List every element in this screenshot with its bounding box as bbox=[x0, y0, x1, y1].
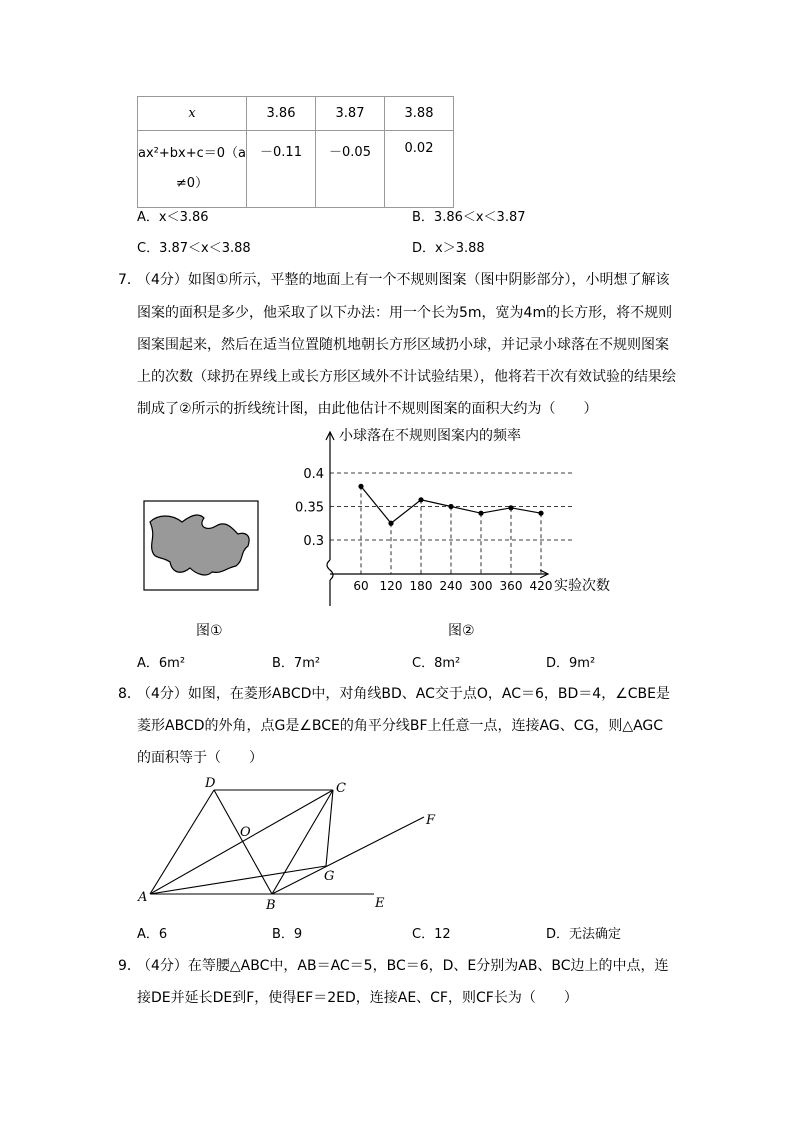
y-tick-label: 0.3 bbox=[303, 534, 324, 549]
x-tick-label: 360 bbox=[499, 579, 523, 593]
point-label-O: O bbox=[240, 825, 251, 840]
point-label-D: D bbox=[205, 776, 216, 791]
q6-option-a[interactable]: A．x＜3.86 bbox=[137, 210, 209, 225]
y-tick-label: 0.35 bbox=[295, 500, 324, 516]
q8-text-line: 菱形ABCD的外角，点G是∠BCE的角平分线BF上任意一点，连接AG、CG，则△AGC bbox=[137, 718, 664, 734]
q8-text-line: 的面积等于（ ） bbox=[137, 750, 263, 766]
table-header: 3.86 bbox=[247, 97, 316, 131]
q6-option-c[interactable]: C．3.87＜x＜3.88 bbox=[137, 241, 251, 256]
x-tick-label: 420 bbox=[529, 579, 553, 593]
table-cell: 0.02 bbox=[385, 131, 454, 208]
segment-AD bbox=[150, 790, 214, 894]
q7-option-b[interactable]: B．7m² bbox=[272, 656, 321, 671]
x-tick-label: 240 bbox=[439, 579, 463, 593]
point-label-F: F bbox=[426, 813, 436, 828]
q7-text-line: 图案围起来，然后在适当位置随机地朝长方形区域扔小球，并记录小球落在不规则图案 bbox=[137, 337, 669, 353]
diagonal-BD bbox=[214, 790, 272, 894]
q7-text-line: 上的次数（球扔在界线上或长方形区域外不计试验结果），他将若干次有效试验的结果绘 bbox=[137, 369, 676, 385]
q7-option-a[interactable]: A．6m² bbox=[137, 656, 186, 671]
point-label-G: G bbox=[324, 869, 335, 884]
q7-text-line: （4分）如图①所示，平整的地面上有一个不规则图案（图中阴影部分），小明想了解该 bbox=[137, 272, 670, 288]
q7-option-d[interactable]: D．9m² bbox=[546, 656, 596, 671]
q8-option-d[interactable]: D．无法确定 bbox=[546, 927, 622, 942]
q9-text-line: 接DE并延长DE到F，使得EF＝2ED，连接AE、CF，则CF长为（ ） bbox=[137, 990, 578, 1006]
fig1-caption: 图① bbox=[196, 623, 223, 639]
diagonal-AC bbox=[150, 790, 333, 894]
q8-option-b[interactable]: B．9 bbox=[272, 927, 303, 942]
point-label-C: C bbox=[336, 781, 346, 796]
q7-text-line: 图案的面积是多少，他采取了以下办法：用一个长为5m，宽为4m的长方形，将不规则 bbox=[137, 305, 673, 321]
x-tick-label: 60 bbox=[353, 579, 369, 593]
fig2-caption: 图② bbox=[448, 623, 475, 639]
q9-text-line: （4分）在等腰△ABC中，AB＝AC＝5，BC＝6，D、E分别为AB、BC边上的中点，连 bbox=[137, 958, 669, 974]
segment-CG bbox=[326, 790, 333, 866]
x-tick-label: 180 bbox=[409, 579, 433, 593]
point-label-B: B bbox=[266, 898, 276, 913]
point-label-A: A bbox=[138, 890, 148, 905]
table-header: 3.87 bbox=[316, 97, 385, 131]
chart-title: 小球落在不规则图案内的频率 bbox=[339, 428, 521, 444]
x-tick-label: 120 bbox=[379, 579, 403, 593]
row-label-line1: ax²+bx+c＝0（a bbox=[138, 146, 246, 161]
table-cell: －0.11 bbox=[247, 131, 316, 208]
row-label-line2: ≠0） bbox=[175, 176, 209, 191]
point-label-E: E bbox=[375, 896, 385, 911]
y-tick-label: 0.4 bbox=[303, 467, 324, 482]
q7-text-line: 制成了②所示的折线统计图，由此他估计不规则图案的面积大约为（ ） bbox=[137, 401, 598, 417]
q8-option-c[interactable]: C．12 bbox=[412, 927, 451, 942]
table-cell: －0.05 bbox=[316, 131, 385, 208]
q6-option-d[interactable]: D．x＞3.88 bbox=[412, 241, 485, 256]
x-tick-label: 300 bbox=[469, 579, 493, 593]
q6-option-b[interactable]: B．3.86＜x＜3.87 bbox=[412, 210, 526, 225]
table-header-x: x bbox=[138, 97, 247, 131]
q7-option-c[interactable]: C．8m² bbox=[412, 656, 461, 671]
x-axis-label: 实验次数 bbox=[554, 578, 610, 594]
q8-number: 8． bbox=[118, 686, 141, 702]
q8-option-a[interactable]: A．6 bbox=[137, 927, 168, 942]
q8-text-line: （4分）如图，在菱形ABCD中，对角线BD、AC交于点O，AC＝6，BD＝4，∠CBE是 bbox=[137, 686, 670, 702]
q9-number: 9． bbox=[118, 958, 141, 974]
table-header: 3.88 bbox=[385, 97, 454, 131]
q7-number: 7． bbox=[118, 272, 141, 288]
